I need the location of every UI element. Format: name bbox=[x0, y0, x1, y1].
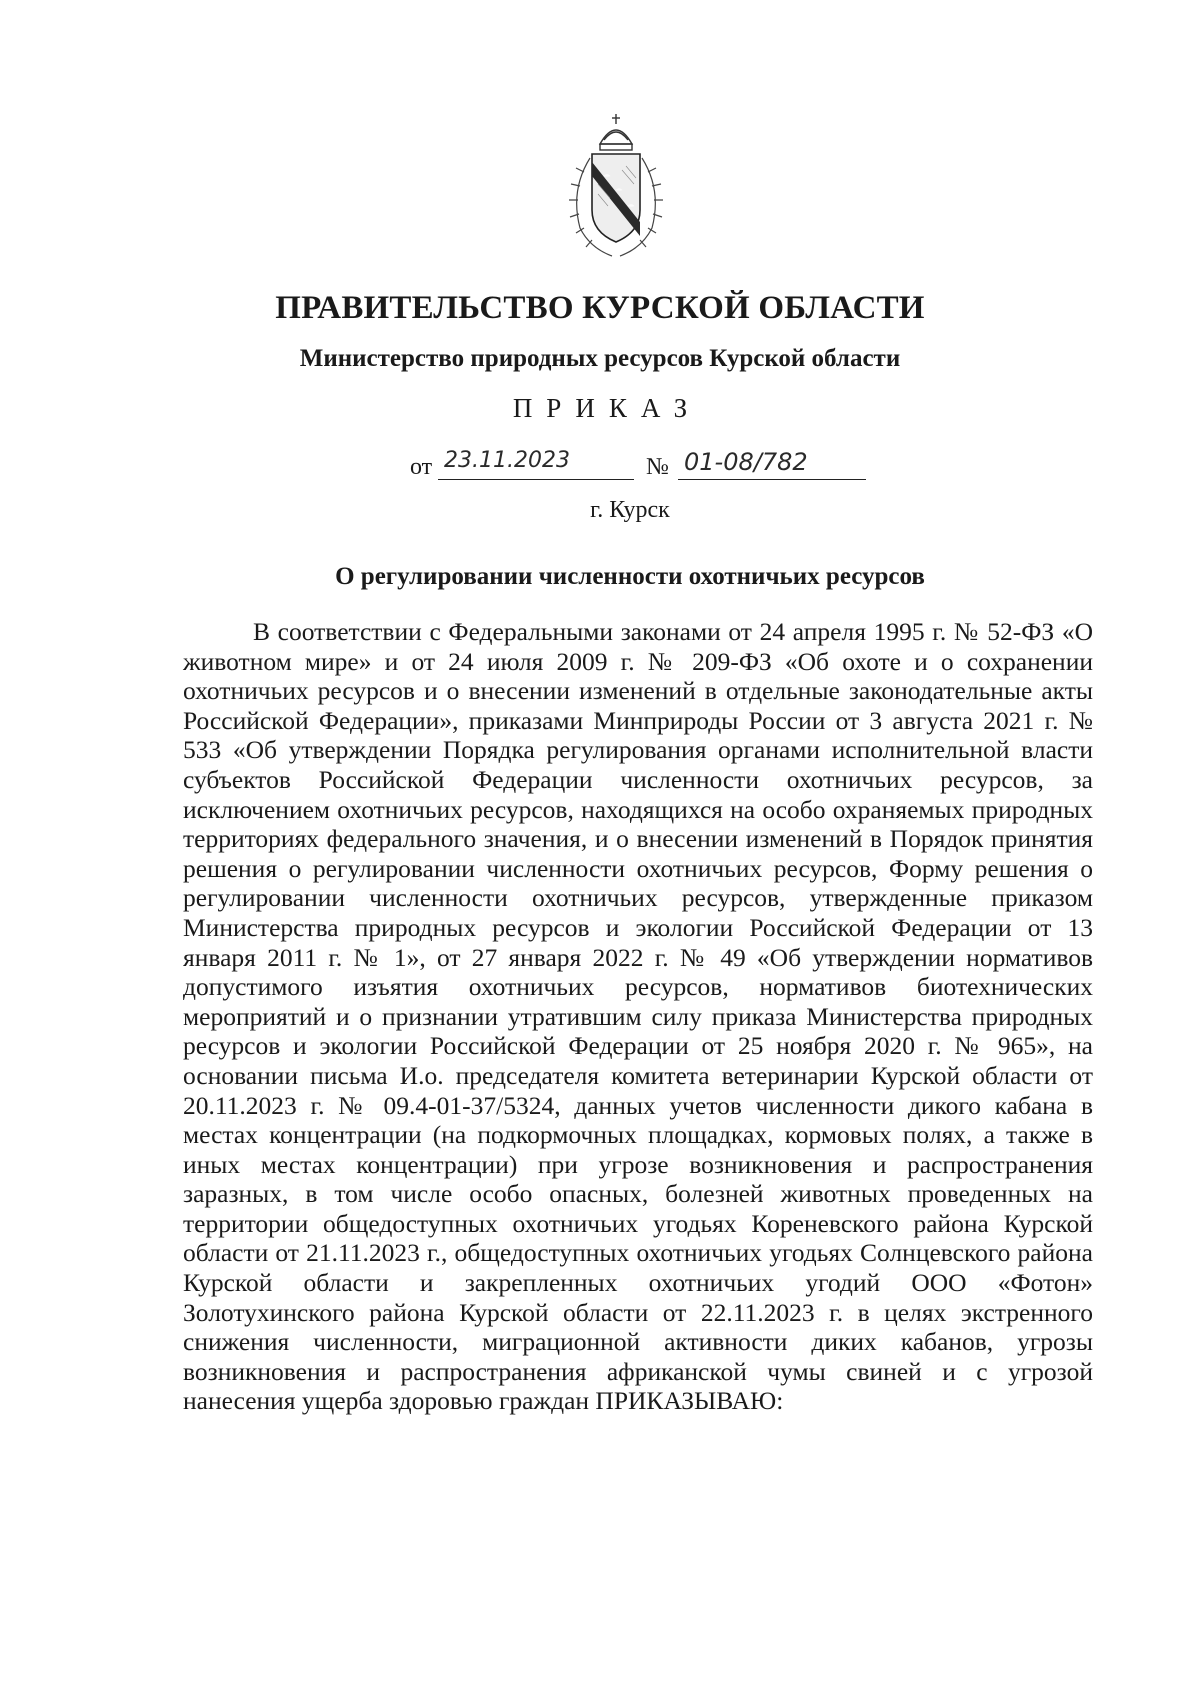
coat-of-arms-emblem bbox=[560, 110, 672, 260]
date-prefix: от bbox=[410, 454, 433, 480]
order-date-number-line bbox=[410, 448, 870, 484]
order-body-paragraph: В соответствии с Федеральными законами от 24 апреля 1995 г. № 52-ФЗ «О животном мире» и от 24 июля 2009 г. № 209-ФЗ «Об охоте и о сохранении охотничьих ресурсов и о внесении изменений в отдельные законодательные акты Российской Федерации», приказами Минприроды России от 3 августа 2021 г. № 533 «Об утверждении Порядка регулирования органами исполнительной власти субъектов Российской Федерации численности охотничьих ресурсов, за исключением охотничьих ресурсов, находящихся на особо охраняемых природных территориях федерального значения, и о внесении изменений в Порядок принятия решения о регулировании численности охотничьих ресурсов, Форму решения о регулировании численности охотничьих ресурсов, утвержденные приказом Министерства природных ресурсов и экологии Российской Федерации от 13 января 2011 г. № 1», от 27 января 2022 г. № 49 «Об утверждении нормативов допустимого изъятия охотничьих ресурсов, нормативов биотехнических мероприятий и о признании утратившим силу приказа Министерства природных ресурсов и экологии Российской Федерации от 25 ноября 2020 г. № 965», на основании письма И.о. председателя комитета ветеринарии Курской области от 20.11.2023 г. № 09.4-01-37/5324, данных учетов численности дикого кабана в местах концентрации (на подкормочных площадках, кормовых полях, а также в иных местах концентрации) при угрозе возникновения и распространения заразных, в том числе особо опасных, болезней животных проведенных на территории общедоступных охотничьих угодьях Кореневского района Курской области от 21.11.2023 г., общедоступных охотничьих угодьях Солнцевского района Курской области и закрепленных охотничьих угодий ООО «Фотон» Золотухинского района Курской области от 22.11.2023 г. в целях экстренного снижения численности, миграционной активности диких кабанов, угрозы возникновения и распространения африканской чумы свиней и с угрозой нанесения ущерба здоровью граждан ПРИКАЗЫВАЮ: bbox=[183, 617, 1093, 1416]
government-title: ПРАВИТЕЛЬСТВО КУРСКОЙ ОБЛАСТИ bbox=[275, 290, 925, 326]
ministry-name: Министерство природных ресурсов Курской области bbox=[299, 345, 901, 372]
order-subject: О регулировании численности охотничьих ресурсов bbox=[335, 563, 925, 590]
document-type: ПРИКАЗ bbox=[512, 393, 702, 423]
number-prefix: № bbox=[646, 454, 669, 480]
city: г. Курск bbox=[590, 497, 670, 523]
order-date: 23.11.2023 bbox=[438, 448, 634, 480]
order-number: 01-08/782 bbox=[678, 448, 866, 480]
